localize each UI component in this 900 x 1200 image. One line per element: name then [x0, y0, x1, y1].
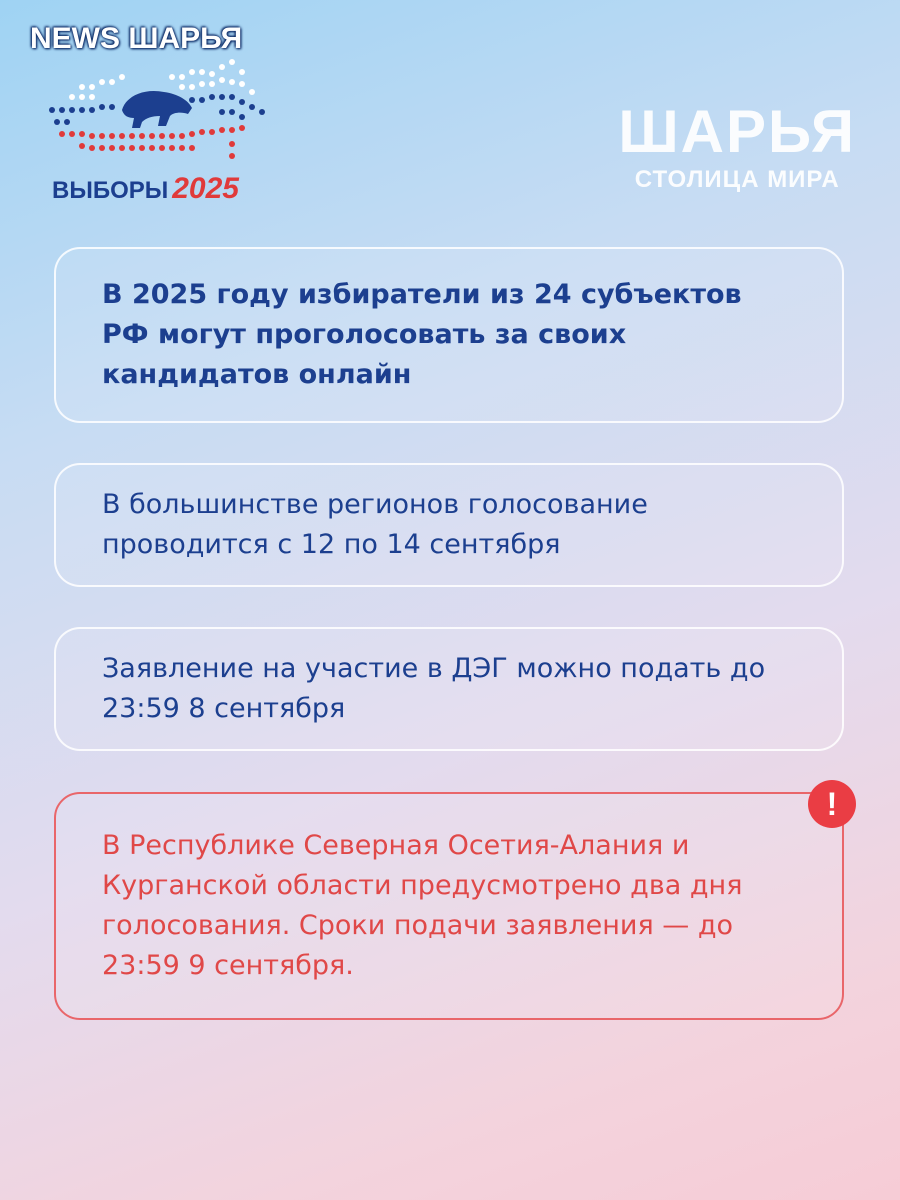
- exclamation-icon: !: [808, 780, 856, 828]
- city-brand-title: ШАРЬЯ: [618, 98, 856, 165]
- info-card-online-voting: [54, 247, 844, 423]
- news-channel-title: NEWS ШАРЬЯ: [30, 22, 243, 55]
- info-card-text: В 2025 году избиратели из 24 субъектов РФ могут проголосовать за своих кандидатов онлайн: [102, 279, 742, 390]
- elections-logo: [22, 22, 272, 212]
- city-brand-subtitle: СТОЛИЦА МИРА: [634, 166, 840, 193]
- russia-map-bear-icon: [22, 52, 272, 172]
- alert-card-regions: [54, 792, 844, 1020]
- elections-word: ВЫБОРЫ: [52, 177, 169, 204]
- elections-year: 2025: [172, 172, 239, 205]
- info-card-text: В большинстве регионов голосование проводится с 12 по 14 сентября: [102, 489, 648, 560]
- elections-label: [52, 172, 239, 206]
- alert-card-text: В Республике Северная Осетия-Алания и Курганской области предусмотрено два дня голосования. Сроки подачи заявления — до 23:59 9 сентября.: [102, 830, 743, 981]
- city-brand: [618, 100, 856, 194]
- info-card-voting-dates: [54, 463, 844, 587]
- info-card-text: Заявление на участие в ДЭГ можно подать до 23:59 8 сентября: [102, 653, 766, 724]
- info-card-application-deadline: [54, 627, 844, 751]
